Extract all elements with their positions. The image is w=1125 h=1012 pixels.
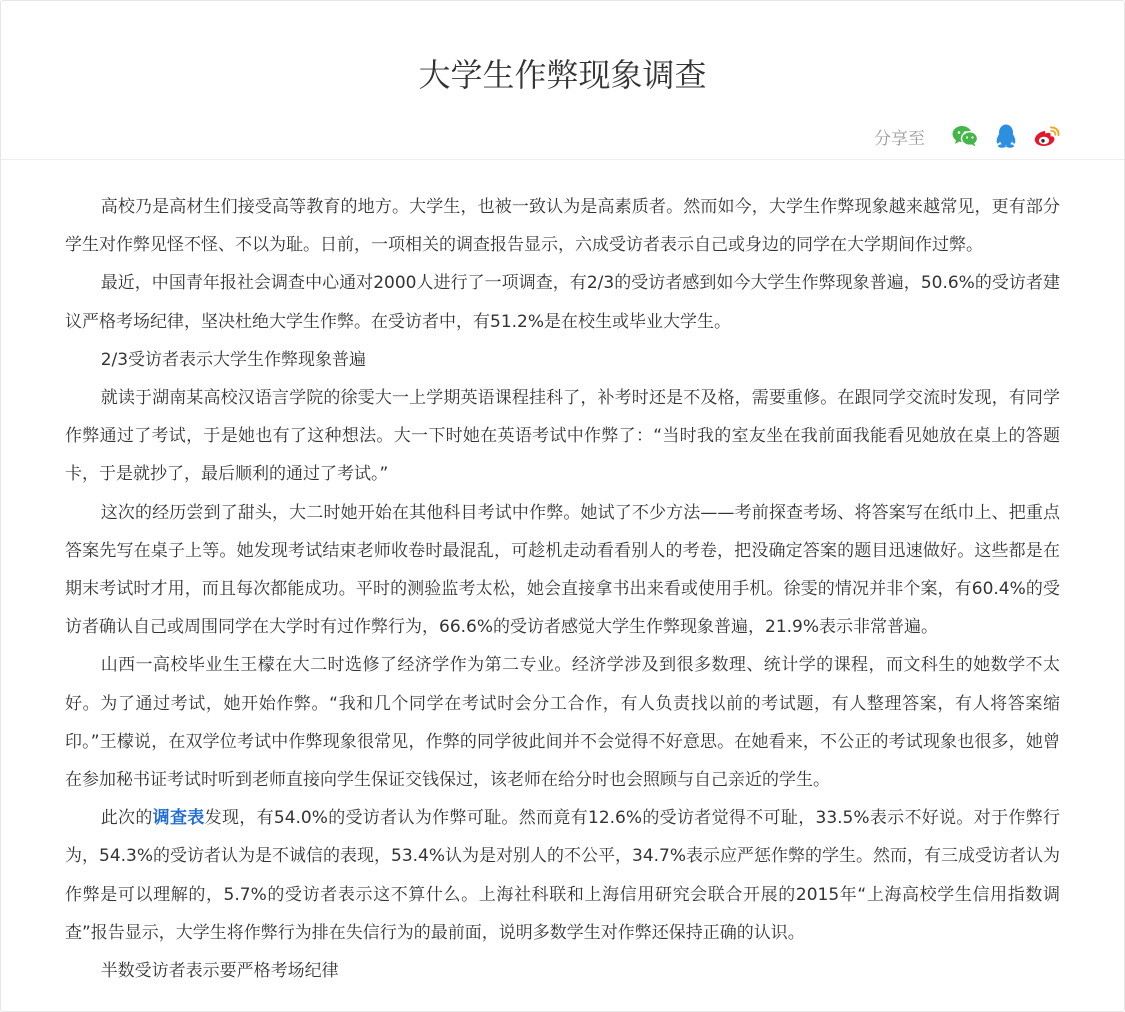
- paragraph: 高校乃是高材生们接受高等教育的地方。大学生，也被一致认为是高素质者。然而如今，大学生作弊现象越来越常见，更有部分学生对作弊见怪不怪、不以为耻。日前，一项相关的调查报告显示，六成受访者表示自己或身边的同学在大学期间作过弊。: [65, 197, 1060, 256]
- paragraph-text: 发现，有54.0%的受访者认为作弊可耻。然而竟有12.6%的受访者觉得不可耻，33.5%表示不好说。对于作弊行为，54.3%的受访者认为是不诚信的表现，53.4%认为是对别人的不公平，34.7%表示应严惩作弊的学生。然而，有三成受访者认为作弊是可以理解的，5.7%的受访者表示这不算什么。上海社科联和上海信用研究会联合开展的2015年“上海高校学生信用指数调查”报告显示，大学生将作弊行为排在失信行为的最前面，说明多数学生对作弊还保持正确的认识。: [65, 808, 1061, 943]
- weibo-icon[interactable]: [1032, 121, 1062, 151]
- share-bar: [874, 121, 1062, 151]
- survey-keyword-link[interactable]: 调查表: [152, 808, 205, 829]
- paragraph: 山西一高校毕业生王檬在大二时选修了经济学作为第二专业。经济学涉及到很多数理、统计学的课程，而文科生的她数学不太好。为了通过考试，她开始作弊。“我和几个同学在考试时会分工合作，有人负责找以前的考试题，有人整理答案，有人将答案缩印。”王檬说，在双学位考试中作弊现象很常见，作弊的同学彼此间并不会觉得不好意思。在她看来，不公正的考试现象也很多，她曾在参加秘书证考试时听到老师直接向学生保证交钱保过，该老师在给分时也会照顾与自己亲近的学生。: [65, 655, 1060, 791]
- wechat-icon[interactable]: [950, 121, 980, 151]
- page-title: 大学生作弊现象调查: [418, 56, 707, 94]
- section-heading: 2/3受访者表示大学生作弊现象普遍: [100, 349, 367, 370]
- qq-icon[interactable]: [991, 121, 1021, 151]
- section-heading: 半数受访者表示要严格考场纪律: [100, 961, 339, 982]
- paragraph: 就读于湖南某高校汉语言学院的徐雯大一上学期英语课程挂科了，补考时还是不及格，需要重修。在跟同学交流时发现，有同学作弊通过了考试，于是她也有了这种想法。大一下时她在英语考试中作弊了：“当时我的室友坐在我前面我能看见她放在桌上的答题卡，于是就抄了，最后顺利的通过了考试。”: [65, 388, 1060, 485]
- share-label: 分享至: [874, 128, 925, 149]
- paragraph: [65, 799, 1060, 952]
- article-body: [1, 160, 1124, 990]
- article-header: [1, 1, 1124, 160]
- paragraph: 这次的经历尝到了甜头，大二时她开始在其他科目考试中作弊。她试了不少方法——考前探查考场、将答案写在纸巾上、把重点答案先写在桌子上等。她发现考试结束老师收卷时最混乱，可趁机走动看看别人的考卷，把没确定答案的题目迅速做好。这些都是在期末考试时才用，而且每次都能成功。平时的测验监考太松，她会直接拿书出来看或使用手机。徐雯的情况并非个案，有60.4%的受访者确认自己或周围同学在大学时有过作弊行为，66.6%的受访者感觉大学生作弊现象普遍，21.9%表示非常普遍。: [65, 502, 1060, 638]
- paragraph: 最近，中国青年报社会调查中心通对2000人进行了一项调查，有2/3的受访者感到如今大学生作弊现象普遍，50.6%的受访者建议严格考场纪律，坚决杜绝大学生作弊。在受访者中，有51.2%是在校生或毕业大学生。: [65, 273, 1060, 332]
- paragraph-text: 此次的: [100, 808, 153, 829]
